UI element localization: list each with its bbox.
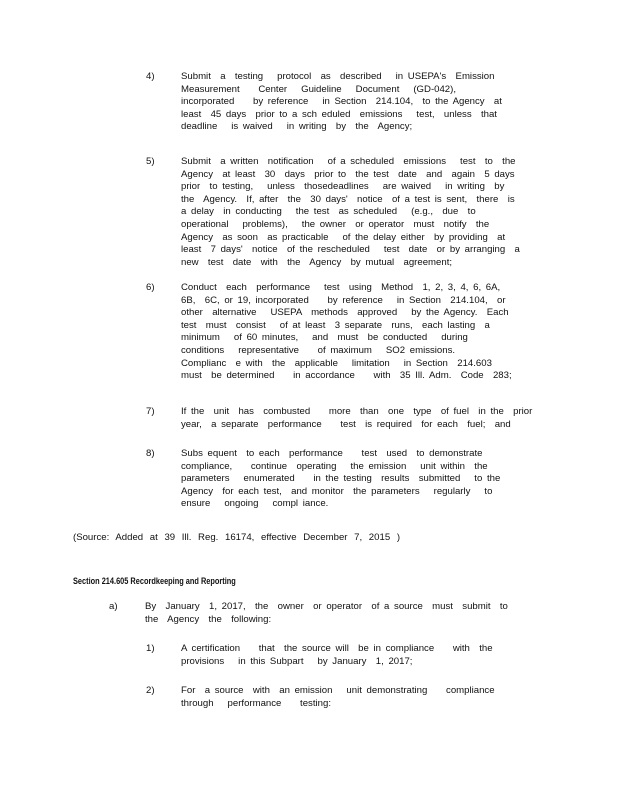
subsection-label: a) (109, 601, 118, 612)
item-text: Conduct each performance test using Method 1, 2, 3, 4, 6, 6A, 6B, 6C, or 19, incorporated by reference in Section 214.104, or other alternative USEPA methods approved by the Agency. Each test must consist of at least 3 separate runs, each lasting a minimum of 60 minutes, and must be conducted during conditions representative of maximum SO2 emissions. Complianc e with the applicable limitation in Section 214.603 must be determined in accordance with 35 Ill. Adm. Code 283; (181, 282, 512, 382)
item-number: 1) (146, 643, 155, 654)
item-text: Subs equent to each performance test used to demonstrate compliance, continue operating the emission unit within the parameters enumerated in the testing results submitted to the Agency for each test, and monitor the parameters regularly to ensure ongoing compl iance. (181, 448, 501, 510)
item-text: Submit a written notification of a scheduled emissions test to the Agency at least 30 days prior to the test date and again 5 days prior to testing, unless thosedeadlines are waived in writing by the Agency. If, after the 30 days' notice of a test is sent, there is a delay in conducting the test as scheduled (e.g., due to operational problems), the owner or operator must notify the Agency as soon as practicable of the delay either by providing at least 7 days' notice of the rescheduled test date or by arranging a new test date with the Agency by mutual agreement; (181, 156, 520, 268)
item-number: 6) (146, 282, 155, 293)
item-number: 5) (146, 156, 155, 167)
item-text: For a source with an emission unit demonstrating compliance through performance testing: (181, 685, 495, 709)
source-note: (Source: Added at 39 Ill. Reg. 16174, effective December 7, 2015 ) (73, 532, 401, 543)
item-number: 4) (146, 71, 155, 82)
item-text: Submit a testing protocol as described in USEPA's Emission Measurement Center Guideline Document (GD-042), incorporated by reference in Section 214.104, to the Agency at least 45 days prior to a sch eduled emissions test, unless that deadline is waived in writing by the Agency; (181, 71, 502, 133)
item-number: 8) (146, 448, 155, 459)
item-text: If the unit has combusted more than one type of fuel in the prior year, a separate performance test is required for each fuel; and (181, 406, 533, 430)
subsection-text: By January 1, 2017, the owner or operator of a source must submit to the Agency the following: (145, 601, 508, 625)
item-text: A certification that the source will be in compliance with the provisions in this Subpart by January 1, 2017; (181, 643, 493, 667)
item-number: 2) (146, 685, 155, 696)
section-heading: Section 214.605 Recordkeeping and Reporting (73, 576, 236, 586)
item-number: 7) (146, 406, 155, 417)
